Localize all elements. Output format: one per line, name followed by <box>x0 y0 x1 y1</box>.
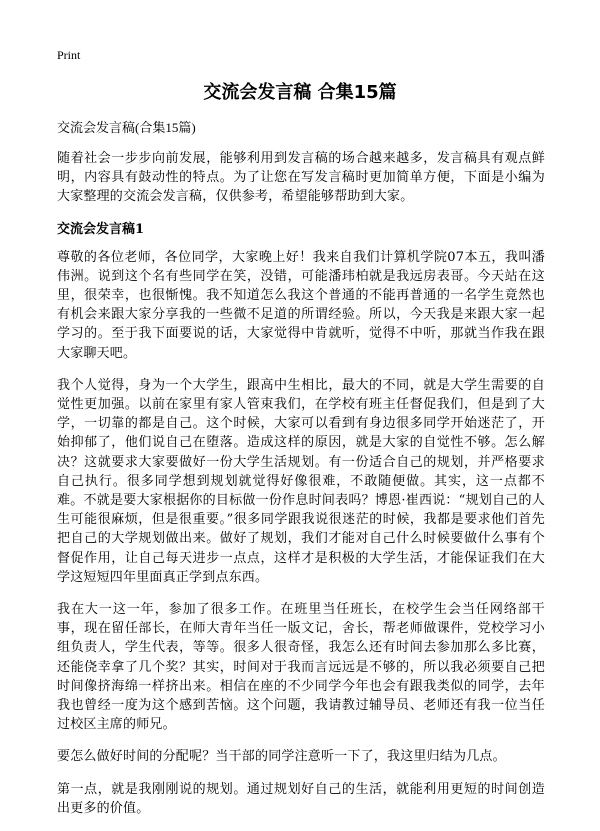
body-paragraph: 我在大一这一年，参加了很多工作。在班里当任班长，在校学生会当任网络部干事，现在留任部长，在师大青年当任一版文记，舍长，帮老师做课件，党校学习小组负责人，学生代表，等等。很多人很奇怪，我怎么还有时间去参加那么多比赛，还能侥幸拿了几个奖？其实，时间对于我而言远远是不够的，所以我必须要自己把时间像挤海绵一样挤出来。相信在座的不少同学今年也会有跟我类似的同学，去年我也曾经一度为这个感到苦恼。这个问题，我请教过辅导员、老师还有我一位当任过校区主席的师兄。 <box>57 602 545 733</box>
body-paragraph: 尊敬的各位老师，各位同学，大家晚上好！我来自我们计算机学院07本五，我叫潘伟洲。说到这个名有些同学在笑，没错，可能潘玮柏就是我远房表哥。今天站在这里，很荣幸，也很惭愧。我不知道怎么我这个普通的不能再普通的一名学生竟然也有机会来跟大家分享我的一些微不足道的所谓经验。所以，今天我是来跟大家一起学习的。至于我下面要说的话，大家觉得中肯就听，觉得不中听，那就当作我在跟大家聊天吧。 <box>57 249 545 361</box>
document-body <box>57 118 545 831</box>
document-subtitle: 交流会发言稿(合集15篇) <box>57 120 196 135</box>
body-paragraph: 我个人觉得，身为一个大学生，跟高中生相比，最大的不同，就是大学生需要的自觉性更加强。以前在家里有家人管束我们，在学校有班主任督促我们，但是到了大学，一切靠的都是自己。这个时候，大家可以看到有身边很多同学开始迷茫了，开始抑郁了，他们说自己在堕落。造成这样的原因，就是大家的自觉性不够。怎么解决？这就要求大家要做好一份大学生活规划。有一份适合自己的规划，并严格要求自己执行。很多同学想到规划就觉得好像很难，不敢随便做。其实，这一点都不难。不就是要大家根据你的目标做一份作息时间表吗？博恩·崔西说：“规划自己的人生可能很麻烦，但是很重要。”很多同学跟我说很迷茫的时候，我都是要求他们首先把自己的大学规划做出来。做好了规划，我们才能对自己什么时候要做什么事有个督促作用，让自己每天进步一点点，这样才是积极的大学生活，才能保证我们在大学这短短四年里面真正学到点东西。 <box>57 377 545 585</box>
intro-paragraph: 随着社会一步步向前发展，能够利用到发言稿的场合越来越多，发言稿具有观点鲜明，内容具有鼓动性的特点。为了让您在写发言稿时更加简单方便，下面是小编为大家整理的交流会发言稿，仅供参考，希望能够帮助到大家。 <box>57 151 545 205</box>
section-heading: 交流会发言稿1 <box>57 221 145 237</box>
body-paragraph: 第一点，就是我刚刚说的规划。通过规划好自己的生活，就能利用更短的时间创造出更多的价值。 <box>57 781 545 816</box>
page-title: 交流会发言稿 合集15篇 <box>203 82 397 103</box>
body-paragraph: 要怎么做好时间的分配呢？当干部的同学注意听一下了，我这里归结为几点。 <box>57 749 506 765</box>
print-link[interactable]: Print <box>57 48 81 62</box>
